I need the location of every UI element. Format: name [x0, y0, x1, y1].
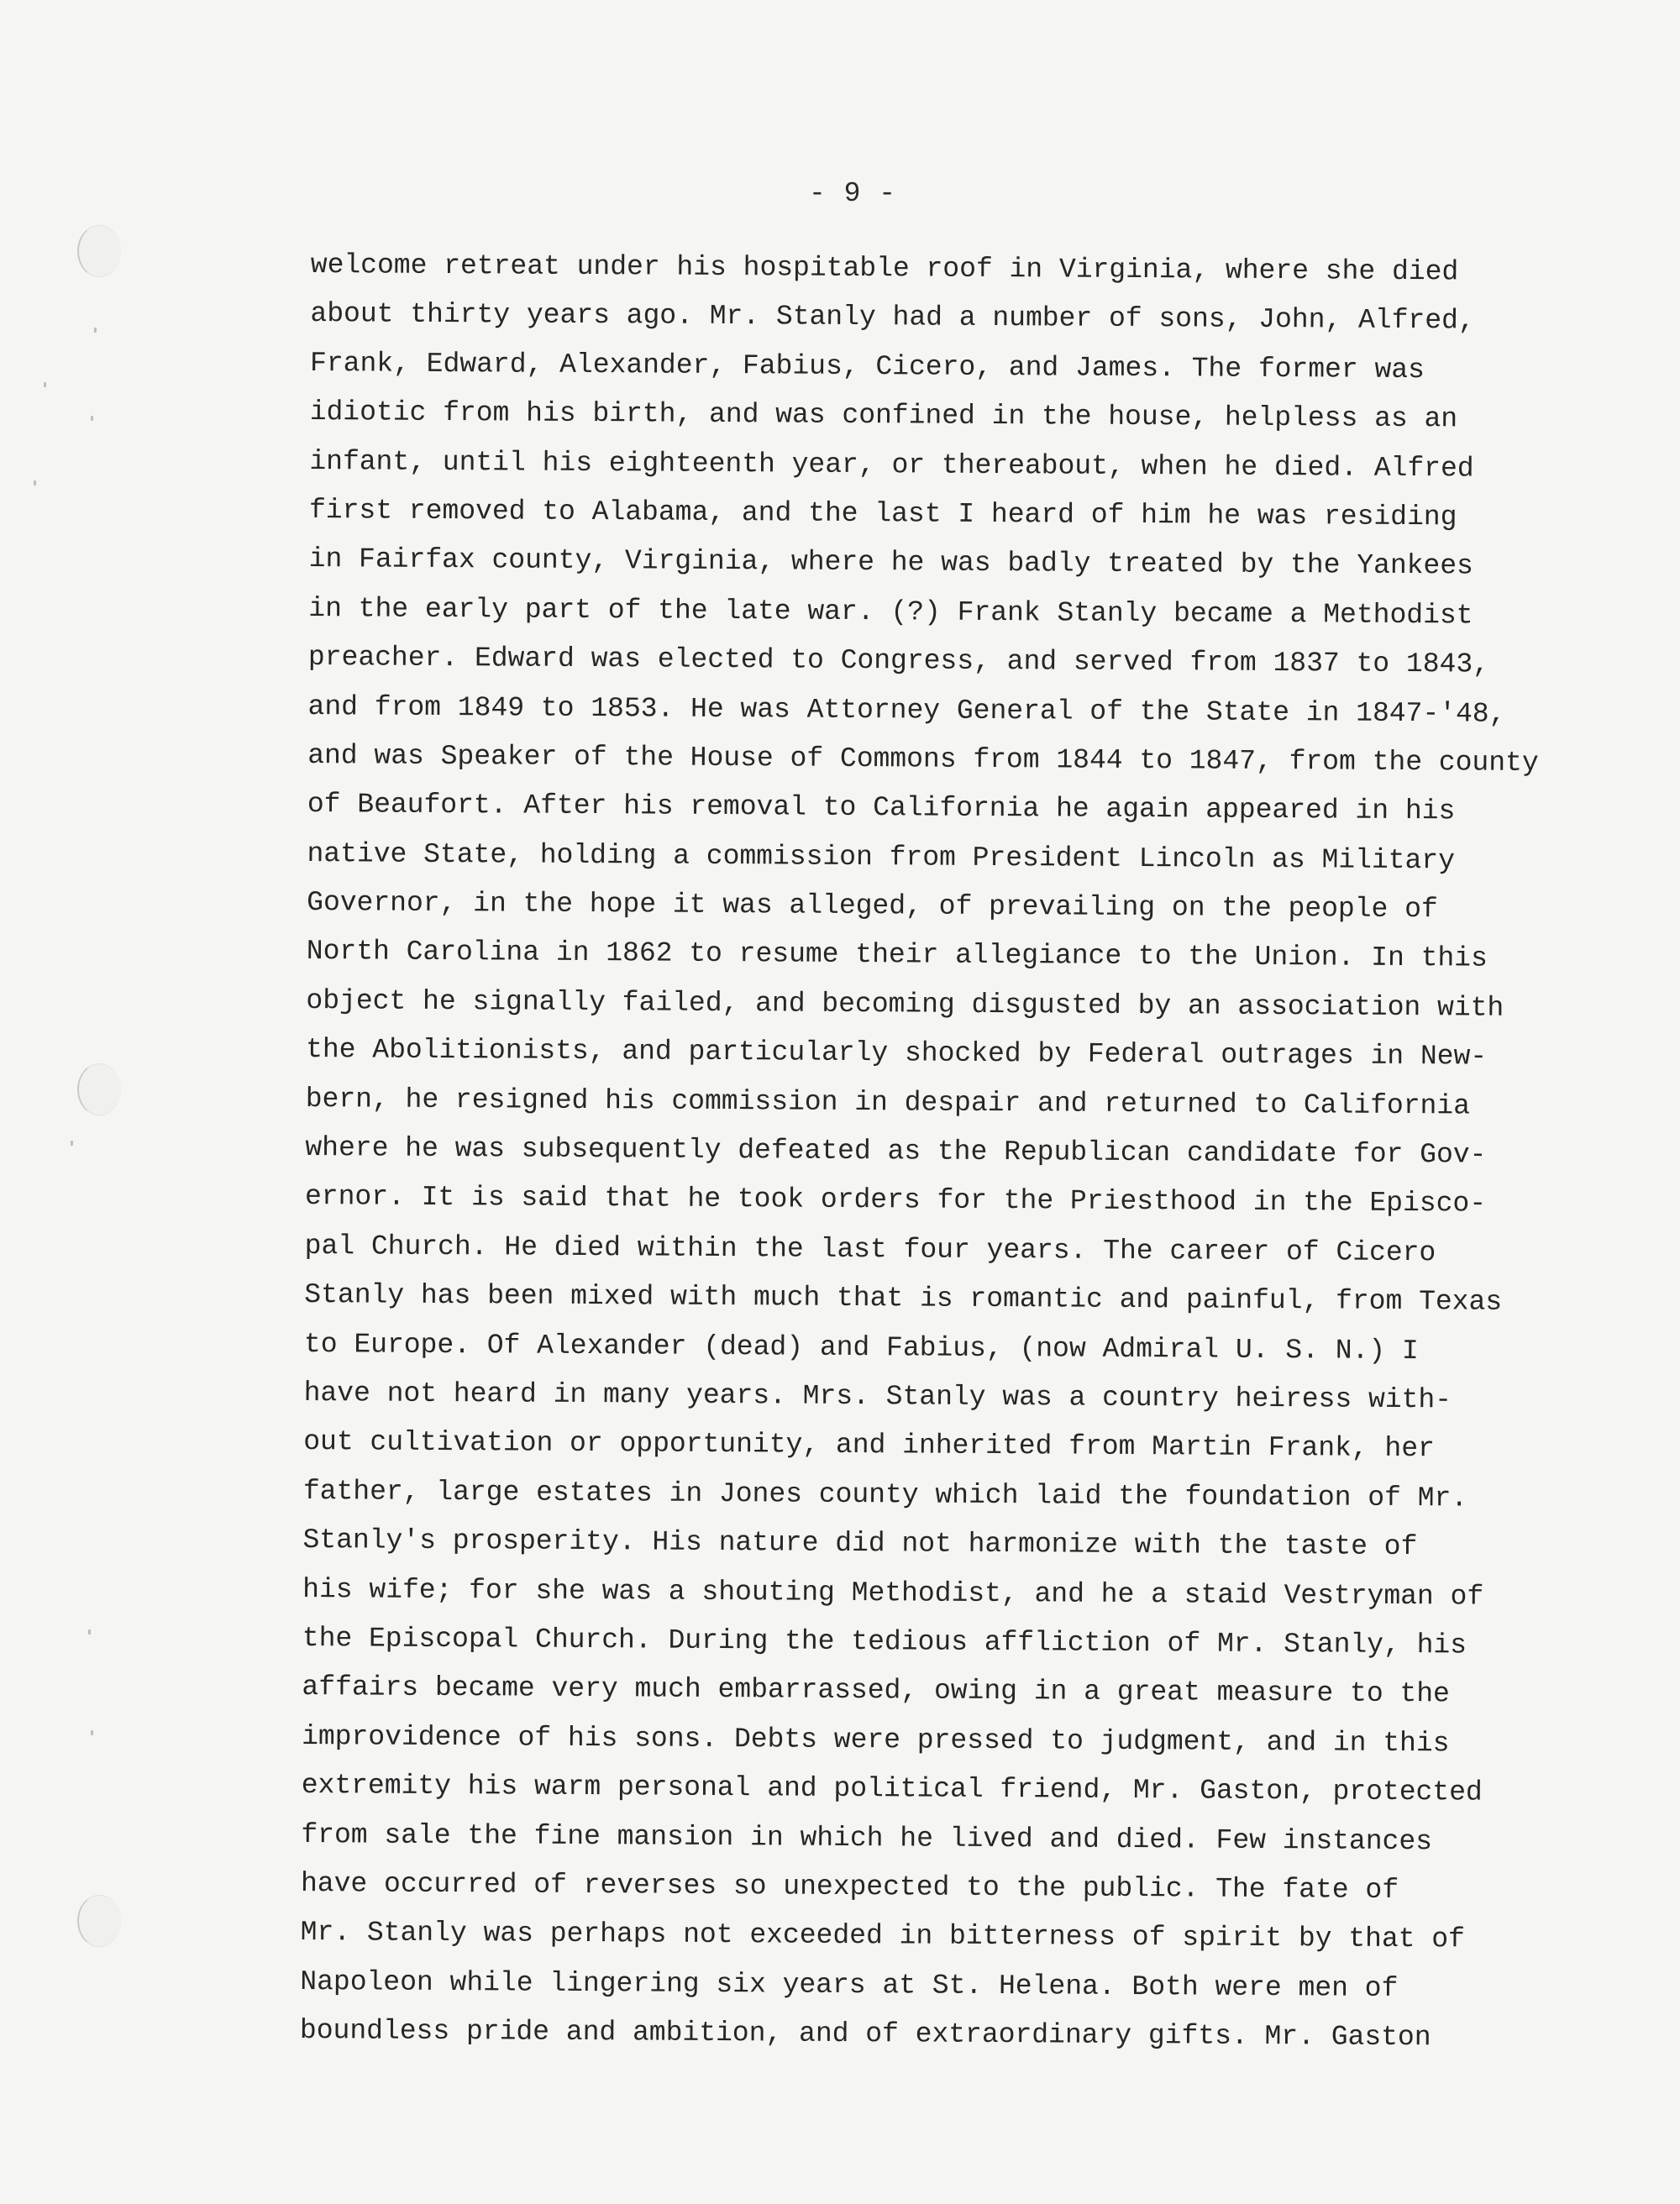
- text-line: native State, holding a commission from President Lincoln as Military: [307, 837, 1456, 877]
- text-line: and from 1849 to 1853. He was Attorney General of the State in 1847-'48,: [307, 690, 1506, 730]
- text-line: affairs became very much embarrassed, owing in a great measure to the: [302, 1671, 1451, 1710]
- body-text: [300, 241, 1554, 2063]
- text-line: pal Church. He died within the last four years. The career of Cicero: [304, 1230, 1436, 1269]
- text-line: object he signally failed, and becoming disgusted by an association with: [306, 984, 1504, 1024]
- text-line: of Beaufort. After his removal to California he again appeared in his: [307, 789, 1456, 827]
- text-line: have occurred of reverses so unexpected to the public. The fate of: [300, 1867, 1399, 1906]
- text-line: Governor, in the hope it was alleged, of prevailing on the people of: [307, 887, 1438, 926]
- punch-hole-middle: [77, 1063, 121, 1115]
- paper-speck: [34, 480, 36, 485]
- punch-hole-top: [77, 225, 121, 277]
- text-line: from sale the fine mansion in which he lived and died. Few instances: [301, 1818, 1433, 1857]
- text-line: in Fairfax county, Virginia, where he was badly treated by the Yankees: [308, 543, 1474, 582]
- text-line: and was Speaker of the House of Commons from 1844 to 1847, from the county: [307, 739, 1539, 779]
- text-line: idiotic from his birth, and was confined in the house, helpless as an: [309, 396, 1458, 435]
- text-line: Stanly has been mixed with much that is romantic and painful, from Texas: [304, 1279, 1503, 1318]
- text-line: boundless pride and ambition, and of extraordinary gifts. Mr. Gaston: [299, 2015, 1431, 2054]
- text-line: extremity his warm personal and political friend, Mr. Gaston, protected: [301, 1770, 1483, 1808]
- paper-speck: [71, 1141, 73, 1146]
- text-line: Stanly's prosperity. His nature did not harmonize with the taste of: [302, 1524, 1418, 1563]
- text-line: out cultivation or opportunity, and inherited from Martin Frank, her: [303, 1426, 1435, 1465]
- paper-speck: [88, 1629, 91, 1635]
- text-line: Mr. Stanly was perhaps not exceeded in bitterness of spirit by that of: [300, 1917, 1466, 1955]
- text-line: about thirty years ago. Mr. Stanly had a number of sons, John, Alfred,: [310, 298, 1475, 337]
- paper-speck: [91, 416, 93, 421]
- text-line: infant, until his eighteenth year, or thereabout, when he died. Alfred: [309, 445, 1474, 485]
- text-line: to Europe. Of Alexander (dead) and Fabius, (now Admiral U. S. N.) I: [303, 1328, 1419, 1367]
- punch-hole-bottom: [77, 1895, 121, 1947]
- text-line: his wife; for she was a shouting Methodist, and he a staid Vestryman of: [302, 1573, 1484, 1613]
- text-line: ernor. It is said that he took orders for the Priesthood in the Episco-: [304, 1181, 1487, 1220]
- text-line: preacher. Edward was elected to Congress, and served from 1837 to 1843,: [307, 642, 1490, 680]
- text-line: welcome retreat under his hospitable roof in Virginia, where she died: [310, 249, 1459, 288]
- text-line: the Abolitionists, and particularly shocked by Federal outrages in New-: [306, 1034, 1488, 1073]
- text-line: Frank, Edward, Alexander, Fabius, Cicero, and James. The former was: [309, 347, 1425, 386]
- text-line: first removed to Alabama, and the last I heard of him he was residing: [308, 494, 1457, 533]
- text-line: Napoleon while lingering six years at St. Helena. Both were men of: [300, 1965, 1399, 2004]
- page-number: - 9 -: [808, 178, 897, 209]
- text-line: bern, he resigned his commission in despair and returned to California: [305, 1083, 1471, 1122]
- text-line: the Episcopal Church. During the tedious affliction of Mr. Stanly, his: [302, 1622, 1467, 1661]
- text-line: where he was subsequently defeated as the Republican candidate for Gov-: [305, 1132, 1487, 1171]
- text-line: have not heard in many years. Mrs. Stanly was a country heiress with-: [303, 1377, 1452, 1416]
- paper-speck: [91, 1730, 93, 1735]
- text-line: in the early part of the late war. (?) Frank Stanly became a Methodist: [308, 592, 1473, 632]
- text-line: improvidence of his sons. Debts were pressed to judgment, and in this: [302, 1720, 1450, 1760]
- paper-speck: [44, 382, 46, 387]
- paper-speck: [94, 328, 97, 333]
- text-line: North Carolina in 1862 to resume their allegiance to the Union. In this: [306, 936, 1488, 975]
- text-line: father, large estates in Jones county which laid the foundation of Mr.: [302, 1475, 1468, 1514]
